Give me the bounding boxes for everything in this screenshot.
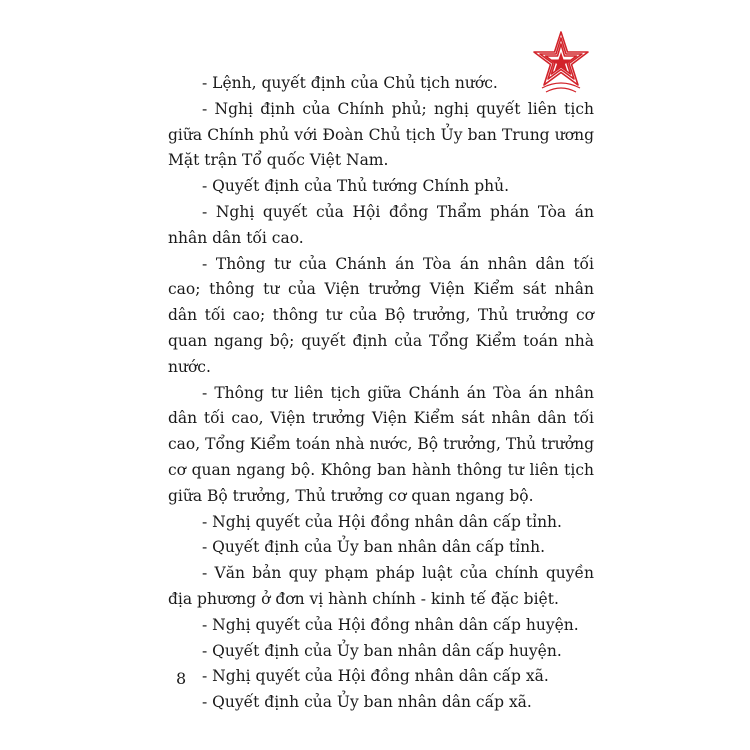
paragraph-11: - Quyết định của Ủy ban nhân dân cấp huyện.	[202, 641, 562, 660]
paragraph-13: - Quyết định của Ủy ban nhân dân cấp xã.	[202, 693, 532, 712]
paragraph-8: - Quyết định của Ủy ban nhân dân cấp tỉnh.	[202, 538, 546, 557]
paragraph-10: - Nghị quyết của Hội đồng nhân dân cấp huyện.	[202, 615, 579, 634]
paragraph-3: - Quyết định của Thủ tướng Chính phủ.	[202, 177, 510, 196]
paragraph-5: - Thông tư của Chánh án Tòa án nhân dân tối cao; thông tư của Viện trưởng Viện Kiểm sát nhân dân tối cao; thông tư của Bộ trưởng, Thủ trưởng cơ quan ngang bộ; quyết định của Tổng Kiểm toán nhà nước.	[168, 254, 594, 376]
page-number: 8	[176, 669, 187, 688]
paragraph-9: - Văn bản quy phạm pháp luật của chính quyền địa phương ở đơn vị hành chính - kinh tế đặc biệt.	[168, 564, 594, 608]
paragraph-4: - Nghị quyết của Hội đồng Thẩm phán Tòa án nhân dân tối cao.	[168, 202, 594, 247]
paragraph-12: - Nghị quyết của Hội đồng nhân dân cấp xã.	[202, 667, 549, 686]
paragraph-6: - Thông tư liên tịch giữa Chánh án Tòa án nhân dân tối cao, Viện trưởng Viện Kiểm sát nhân dân tối cao, Tổng Kiểm toán nhà nước, Bộ trưởng, Thủ trưởng cơ quan ngang bộ. Không ban hành thông tư liên tịch giữa Bộ trưởng, Thủ trưởng cơ quan ngang bộ.	[168, 383, 594, 505]
body-text	[168, 71, 594, 716]
paragraph-7: - Nghị quyết của Hội đồng nhân dân cấp tỉnh.	[202, 512, 562, 531]
paragraph-1: - Lệnh, quyết định của Chủ tịch nước.	[202, 74, 498, 92]
paragraph-2: - Nghị định của Chính phủ; nghị quyết liên tịch giữa Chính phủ với Đoàn Chủ tịch Ủy ban Trung ương Mặt trận Tổ quốc Việt Nam.	[168, 99, 594, 170]
